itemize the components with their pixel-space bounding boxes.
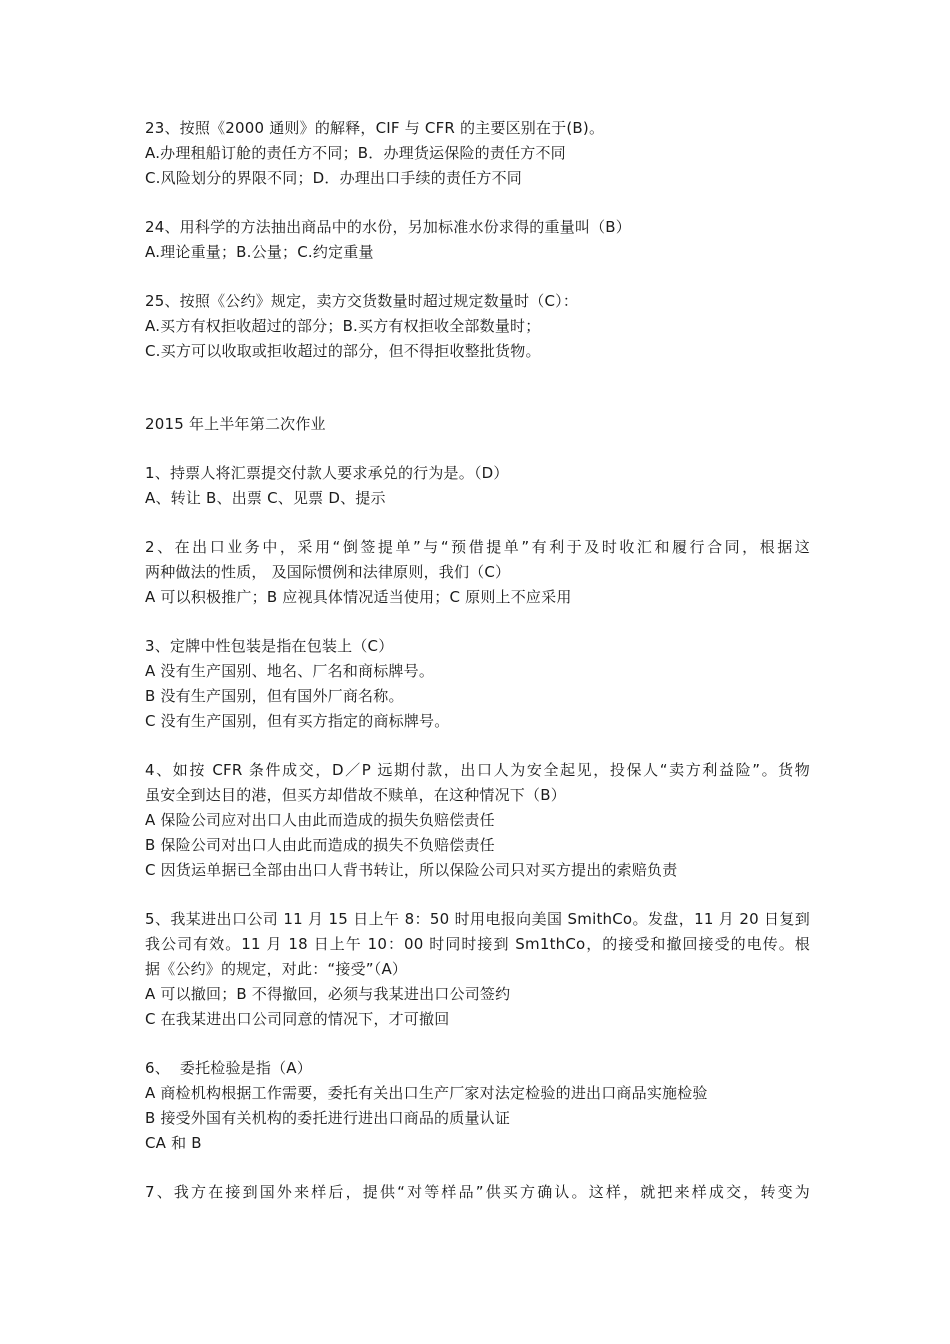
section-title: 2015 年上半年第二次作业 <box>145 415 326 433</box>
answer-options: A.理论重量；B.公量；C.约定重量 <box>145 243 374 261</box>
answer-options: C 没有生产国别，但有买方指定的商标牌号。 <box>145 712 450 730</box>
answer-options: B 没有生产国别，但有国外厂商名称。 <box>145 687 404 705</box>
question-block <box>145 289 810 364</box>
answer-options: C.风险划分的界限不同；D．办理出口手续的责任方不同 <box>145 169 522 187</box>
answer-options: A 可以积极推广；B 应视具体情况适当使用；C 原则上不应采用 <box>145 588 572 606</box>
answer-options: C 在我某进出口公司同意的情况下，才可撤回 <box>145 1010 450 1028</box>
question-block <box>145 758 810 883</box>
question-text: 4、如按 CFR 条件成交，D／P 远期付款，出口人为安全起见，投保人“卖方利益险”。货物 <box>145 761 810 779</box>
question-text: 2、在出口业务中，采用“倒签提单”与“预借提单”有利于及时收汇和履行合同，根据这 <box>145 538 810 556</box>
question-block <box>145 116 810 191</box>
question-text: 两种做法的性质， 及国际惯例和法律原则，我们（C） <box>145 563 511 581</box>
question-text: 虽安全到达目的港，但买方却借故不赎单，在这种情况下（B） <box>145 786 566 804</box>
answer-options: A 没有生产国别、地名、厂名和商标牌号。 <box>145 662 435 680</box>
question-block <box>145 215 810 265</box>
answer-options: B 保险公司对出口人由此而造成的损失不负赔偿责任 <box>145 836 495 854</box>
question-text: 7、我方在接到国外来样后，提供“对等样品”供买方确认。这样，就把来样成交，转变为 <box>145 1183 810 1201</box>
answer-options: C.买方可以收取或拒收超过的部分，但不得拒收整批货物。 <box>145 342 541 360</box>
question-text: 5、我某进出口公司 11 月 15 日上午 8：50 时用电报向美国 SmithCo。发盘，11 月 20 日复到 <box>145 910 810 928</box>
question-text: 据《公约》的规定，对此：“接受”（A） <box>145 960 408 978</box>
answer-options: C 因货运单据已全部由出口人背书转让，所以保险公司只对买方提出的索赔负责 <box>145 861 678 879</box>
answer-options: A、转让 B、出票 C、见票 D、提示 <box>145 489 386 507</box>
question-text: 25、按照《公约》规定，卖方交货数量时超过规定数量时（C）： <box>145 292 579 310</box>
question-text: 24、用科学的方法抽出商品中的水份，另加标准水份求得的重量叫（B） <box>145 218 631 236</box>
answer-options: A.办理租船订舱的责任方不同；B．办理货运保险的责任方不同 <box>145 144 566 162</box>
question-text: 我公司有效。11 月 18 日上午 10：00 时同时接到 Sm1thCo，的接受和撤回接受的电传。根 <box>145 935 810 953</box>
answer-options: A 商检机构根据工作需要，委托有关出口生产厂家对法定检验的进出口商品实施检验 <box>145 1084 708 1102</box>
question-text: 1、持票人将汇票提交付款人要求承兑的行为是。（D） <box>145 464 509 482</box>
answer-options: B 接受外国有关机构的委托进行进出口商品的质量认证 <box>145 1109 511 1127</box>
question-block <box>145 634 810 734</box>
answer-options: CA 和 B <box>145 1134 202 1152</box>
question-block <box>145 907 810 1032</box>
question-block <box>145 1056 810 1156</box>
question-block <box>145 1180 810 1205</box>
answer-options: A 可以撤回；B 不得撤回，必须与我某进出口公司签约 <box>145 985 511 1003</box>
question-block <box>145 461 810 511</box>
question-text: 23、按照《2000 通则》的解释，CIF 与 CFR 的主要区别在于(B)。 <box>145 119 605 137</box>
question-block <box>145 535 810 610</box>
answer-options: A 保险公司应对出口人由此而造成的损失负赔偿责任 <box>145 811 495 829</box>
document-page <box>145 116 810 1205</box>
question-text: 6、 委托检验是指（A） <box>145 1059 312 1077</box>
question-text: 3、定牌中性包装是指在包装上（C） <box>145 637 394 655</box>
answer-options: A.买方有权拒收超过的部分；B.买方有权拒收全部数量时； <box>145 317 541 335</box>
